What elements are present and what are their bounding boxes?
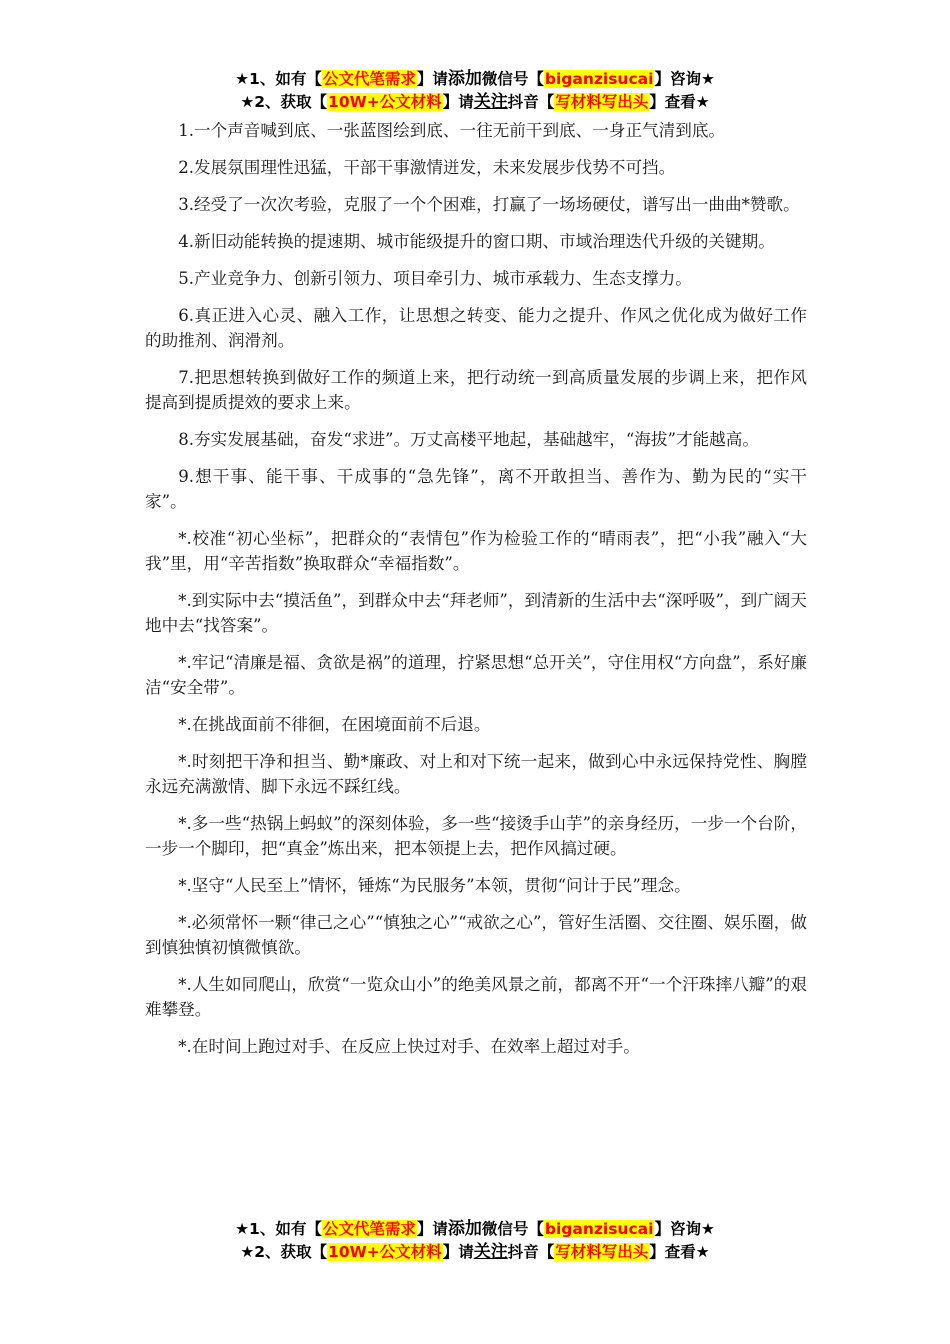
paragraph: *.必须常怀一颗“律己之心”“慎独之心”“戒欲之心”，管好生活圈、交往圈、娱乐圈，做到慎独慎初慎微慎欲。 bbox=[145, 913, 807, 957]
paragraph: *.坚守“人民至上”情怀，锤炼“为民服务”本领，贯彻“问计于民”理念。 bbox=[178, 876, 691, 895]
banner-highlight: 公文代笔需求 bbox=[322, 1220, 416, 1238]
banner-line-1 bbox=[145, 1218, 805, 1241]
banner-text: 微信号【 bbox=[481, 1220, 544, 1238]
banner-text: 】查看★ bbox=[649, 93, 710, 111]
paragraph: *.校准“初心坐标”，把群众的“表情包”作为检验工作的“晴雨表”，把“小我”融入“大我”里，用“辛苦指数”换取群众“幸福指数”。 bbox=[145, 529, 807, 573]
banner-text: 】请 bbox=[442, 93, 474, 111]
paragraph: 9.想干事、能干事、干成事的“急先锋”，离不开敢担当、善作为、勤为民的“实干家”。 bbox=[145, 467, 807, 511]
banner-text: 】请 bbox=[416, 70, 448, 88]
paragraph: *.在挑战面前不徘徊，在困境面前不后退。 bbox=[178, 715, 491, 734]
banner-highlight: 公文代笔需求 bbox=[322, 70, 416, 88]
banner-highlight-douyin-id: 写材料写出头 bbox=[555, 1243, 649, 1261]
paragraph: 1.一个声音喊到底、一张蓝图绘到底、一往无前干到底、一身正气清到底。 bbox=[178, 121, 726, 140]
banner-emphasis: 添加 bbox=[447, 1219, 482, 1239]
paragraph: 4.新旧动能转换的提速期、城市能级提升的窗口期、市域治理迭代升级的关键期。 bbox=[178, 232, 775, 251]
paragraph: 6.真正进入心灵、融入工作，让思想之转变、能力之提升、作风之优化成为做好工作的助推剂、润滑剂。 bbox=[145, 306, 807, 350]
paragraph: 8.夯实发展基础，奋发“求进”。万丈高楼平地起，基础越牢，“海拔”才能越高。 bbox=[178, 430, 759, 449]
banner-highlight-wechat-id: biganzisucai bbox=[544, 1220, 654, 1238]
banner-text: ★2、获取【 bbox=[240, 93, 328, 111]
banner-emphasis: 添加 bbox=[447, 69, 482, 89]
paragraph: *.人生如同爬山，欣赏“一览众山小”的绝美风景之前，都离不开“一个汗珠摔八瓣”的艰难攀登。 bbox=[145, 975, 807, 1019]
bottom-banner bbox=[145, 1218, 805, 1264]
paragraph: *.牢记“清廉是福、贪欲是祸”的道理，拧紧思想“总开关”，守住用权“方向盘”，系好廉洁“安全带”。 bbox=[145, 653, 807, 697]
top-banner bbox=[145, 68, 805, 114]
banner-text: 抖音【 bbox=[507, 93, 555, 111]
banner-highlight-douyin-id: 写材料写出头 bbox=[555, 93, 649, 111]
banner-line-2 bbox=[145, 91, 805, 114]
banner-line-2 bbox=[145, 1241, 805, 1264]
paragraph: 2.发展氛围理性迅猛，干部干事激情迸发，未来发展步伐势不可挡。 bbox=[178, 158, 676, 177]
banner-text: ★1、如有【 bbox=[235, 70, 322, 88]
banner-emphasis: 关注 bbox=[473, 1242, 508, 1262]
paragraph: *.时刻把干净和担当、勤*廉政、对上和对下统一起来，做到心中永远保持党性、胸膛永远充满激情、脚下永远不踩红线。 bbox=[145, 752, 807, 796]
banner-text: 】咨询★ bbox=[654, 1220, 715, 1238]
banner-emphasis: 关注 bbox=[473, 92, 508, 112]
document-body bbox=[145, 118, 807, 1071]
paragraph: *.多一些“热锅上蚂蚁”的深刻体验，多一些“接烫手山芋”的亲身经历，一步一个台阶，一步一个脚印，把“真金”炼出来，把本领提上去，把作风搞过硬。 bbox=[145, 814, 807, 858]
banner-text: 】请 bbox=[416, 1220, 448, 1238]
paragraph: *.在时间上跑过对手、在反应上快过对手、在效率上超过对手。 bbox=[178, 1037, 640, 1056]
banner-text: 抖音【 bbox=[507, 1243, 555, 1261]
banner-text: 】咨询★ bbox=[654, 70, 715, 88]
paragraph: 3.经受了一次次考验，克服了一个个困难，打赢了一场场硬仗，谱写出一曲曲*赞歌。 bbox=[178, 195, 800, 214]
banner-text: 】查看★ bbox=[649, 1243, 710, 1261]
banner-line-1 bbox=[145, 68, 805, 91]
banner-text: 微信号【 bbox=[481, 70, 544, 88]
paragraph: *.到实际中去“摸活鱼”，到群众中去“拜老师”，到清新的生活中去“深呼吸”，到广阔天地中去“找答案”。 bbox=[145, 591, 807, 635]
banner-text: ★1、如有【 bbox=[235, 1220, 322, 1238]
banner-highlight: 10W+公文材料 bbox=[328, 1243, 442, 1261]
banner-text: 】请 bbox=[442, 1243, 474, 1261]
paragraph: 7.把思想转换到做好工作的频道上来，把行动统一到高质量发展的步调上来，把作风提高到提质提效的要求上来。 bbox=[145, 368, 807, 412]
banner-highlight-wechat-id: biganzisucai bbox=[544, 70, 654, 88]
banner-text: ★2、获取【 bbox=[240, 1243, 328, 1261]
paragraph: 5.产业竞争力、创新引领力、项目牵引力、城市承载力、生态支撑力。 bbox=[178, 269, 692, 288]
banner-highlight: 10W+公文材料 bbox=[328, 93, 442, 111]
